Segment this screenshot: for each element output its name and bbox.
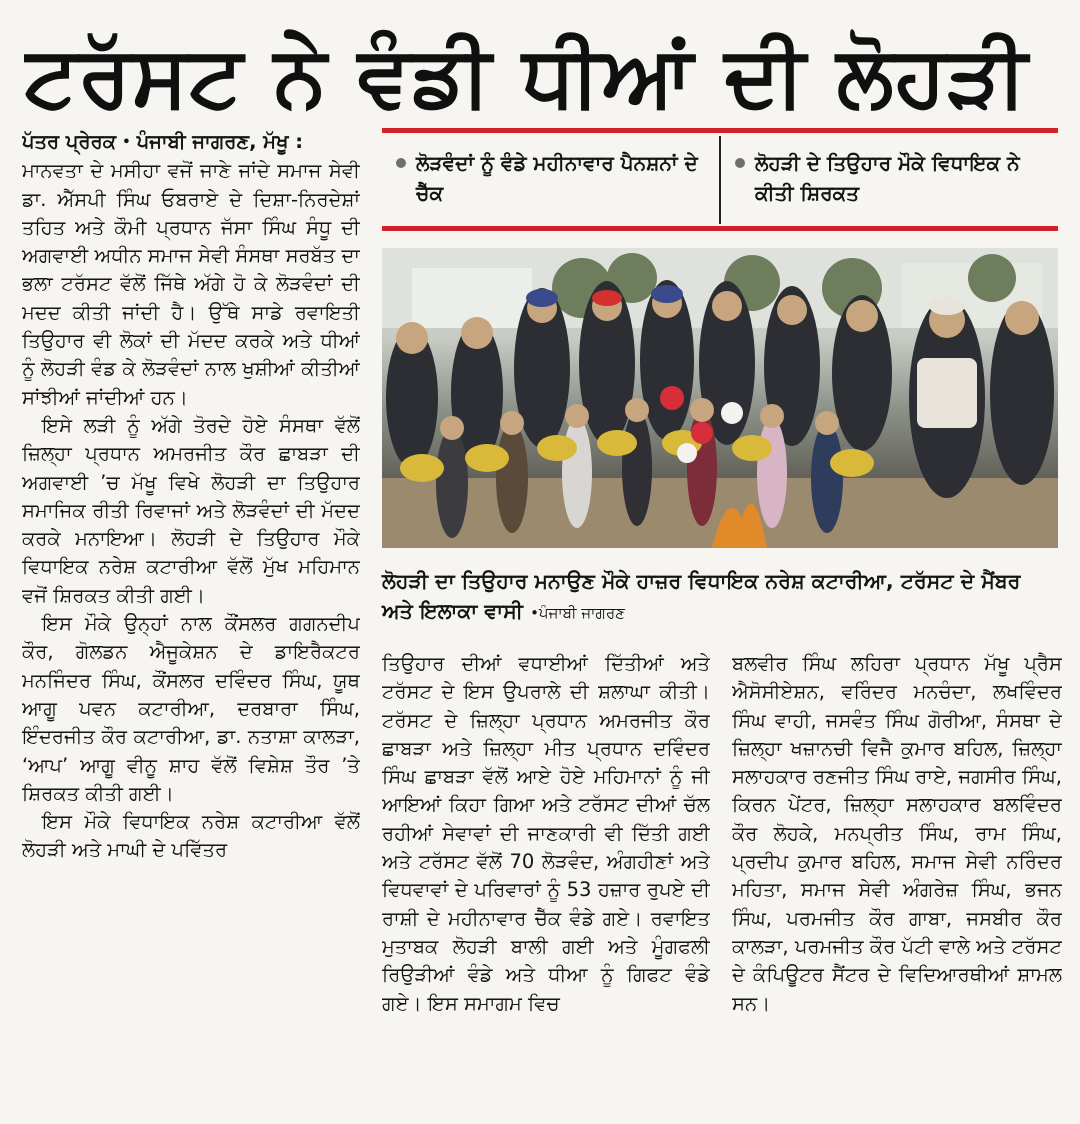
bullet-icon: [396, 158, 406, 168]
news-photo: [382, 248, 1058, 548]
caption-text: ਲੋਹੜੀ ਦਾ ਤਿਉਹਾਰ ਮਨਾਉਣ ਮੌਕੇ ਹਾਜ਼ਰ ਵਿਧਾਇਕ ਨਰੇਸ਼ ਕਟਾਰੀਆ, ਟਰੱਸਟ ਦੇ ਮੈਂਬਰ ਅਤੇ ਇਲਾਕਾ ਵਾਸੀ: [382, 569, 1021, 623]
highlight-text: ਲੋਹੜੀ ਦੇ ਤਿਉਹਾਰ ਮੌਕੇ ਵਿਧਾਇਕ ਨੇ ਕੀਤੀ ਸ਼ਿਰਕਤ: [755, 151, 1020, 205]
highlight-rule-bottom: [382, 226, 1058, 231]
byline-reporter: ਪੱਤਰ ਪ੍ਰੇਰਕ: [22, 130, 116, 153]
headline: ਟਰੱਸਟ ਨੇ ਵੰਡੀ ਧੀਆਂ ਦੀ ਲੋਹੜੀ: [24, 28, 1029, 124]
article-paragraph: ਇਸ ਮੌਕੇ ਉਨ੍ਹਾਂ ਨਾਲ ਕੌਂਸਲਰ ਗਗਨਦੀਪ ਕੌਰ, ਗੋਲਡਨ ਐਜੂਕੇਸ਼ਨ ਦੇ ਡਾਇਰੈਕਟਰ ਮਨਜਿੰਦਰ ਸਿੰਘ, ਕੌਂਸਲਰ ਦਵਿੰਦਰ ਸਿੰਘ, ਯੂਥ ਆਗੂ ਪਵਨ ਕਟਾਰੀਆ, ਦਰਬਾਰਾ ਸਿੰਘ, ਇੰਦਰਜੀਤ ਕੌਰ ਕਟਾਰੀਆ, ਡਾ. ਨਤਾਸ਼ਾ ਕਾਲੜਾ, ‘ਆਪ’ ਆਗੂ ਵੀਨੂ ਸ਼ਾਹ ਵੱਲੋਂ ਵਿਸ਼ੇਸ਼ ਤੌਰ ’ਤੇ ਸ਼ਿਰਕਤ ਕੀਤੀ ਗਈ।: [22, 612, 360, 805]
article-paragraph: ਬਲਵੀਰ ਸਿੰਘ ਲਹਿਰਾ ਪ੍ਰਧਾਨ ਮੱਖੂ ਪ੍ਰੈਸ ਐਸੋਸੀਏਸ਼ਨ, ਵਰਿੰਦਰ ਮਨਚੰਦਾ, ਲਖਵਿੰਦਰ ਸਿੰਘ ਵਾਹੀ, ਜਸਵੰਤ ਸਿੰਘ ਗੋਰੀਆ, ਸੰਸਥਾ ਦੇ ਜ਼ਿਲ੍ਹਾ ਖਜ਼ਾਨਚੀ ਵਿਜੈ ਕੁਮਾਰ ਬਹਿਲ, ਜ਼ਿਲ੍ਹਾ ਸਲਾਹਕਾਰ ਰਣਜੀਤ ਸਿੰਘ ਰਾਏ, ਜਗਸੀਰ ਸਿੰਘ, ਕਿਰਨ ਪੇਂਟਰ, ਜ਼ਿਲ੍ਹਾ ਸਲਾਹਕਾਰ ਬਲਵਿੰਦਰ ਕੌਰ ਲੋਹਕੇ, ਮਨਪ੍ਰੀਤ ਸਿੰਘ, ਰਾਮ ਸਿੰਘ, ਪ੍ਰਦੀਪ ਕੁਮਾਰ ਬਹਿਲ, ਸਮਾਜ ਸੇਵੀ ਨਰਿੰਦਰ ਮਹਿਤਾ, ਸਮਾਜ ਸੇਵੀ ਅੰਗਰੇਜ਼ ਸਿੰਘ, ਭਜਨ ਸਿੰਘ, ਪਰਮਜੀਤ ਕੌਰ ਗਾਬਾ, ਜਸਬੀਰ ਕੌਰ ਕਾਲੜਾ, ਪਰਮਜੀਤ ਕੌਰ ਪੱਟੀ ਵਾਲੇ ਅਤੇ ਟਰੱਸਟ ਦੇ ਕੰਪਿਊਟਰ ਸੈਂਟਰ ਦੇ ਵਿਦਿਆਰਥੀਆਂ ਸ਼ਾਮਲ ਸਨ।: [732, 652, 1062, 1015]
photo-credit: •ਪੰਜਾਬੀ ਜਾਗਰਣ: [530, 604, 625, 622]
byline-bullet: •: [122, 135, 131, 150]
highlight-item: [382, 136, 719, 224]
article-column-3: [732, 650, 1062, 1120]
crowd-photo-illustration: [382, 248, 1058, 548]
photo-caption: [382, 566, 1058, 636]
article-column-1: [22, 128, 360, 1118]
article-paragraph: ਤਿਉਹਾਰ ਦੀਆਂ ਵਧਾਈਆਂ ਦਿੱਤੀਆਂ ਅਤੇ ਟਰੱਸਟ ਦੇ ਇਸ ਉਪਰਾਲੇ ਦੀ ਸ਼ਲਾਘਾ ਕੀਤੀ। ਟਰੱਸਟ ਦੇ ਜ਼ਿਲ੍ਹਾ ਪ੍ਰਧਾਨ ਅਮਰਜੀਤ ਕੌਰ ਛਾਬੜਾ ਅਤੇ ਜ਼ਿਲ੍ਹਾ ਮੀਤ ਪ੍ਰਧਾਨ ਦਵਿੰਦਰ ਸਿੰਘ ਛਾਬੜਾ ਵੱਲੋਂ ਆਏ ਹੋਏ ਮਹਿਮਾਨਾਂ ਨੂੰ ਜੀ ਆਇਆਂ ਕਿਹਾ ਗਿਆ ਅਤੇ ਟਰੱਸਟ ਦੀਆਂ ਚੱਲ ਰਹੀਆਂ ਸੇਵਾਵਾਂ ਦੀ ਜਾਣਕਾਰੀ ਵੀ ਦਿੱਤੀ ਗਈ ਅਤੇ ਟਰੱਸਟ ਵੱਲੋਂ 70 ਲੋੜਵੰਦ, ਅੰਗਹੀਣਾਂ ਅਤੇ ਵਿਧਵਾਵਾਂ ਦੇ ਪਰਿਵਾਰਾਂ ਨੂੰ 53 ਹਜ਼ਾਰ ਰੁਪਏ ਦੀ ਰਾਸ਼ੀ ਦੇ ਮਹੀਨਾਵਾਰ ਚੈੱਕ ਵੰਡੇ ਗਏ। ਰਵਾਇਤ ਮੁਤਾਬਕ ਲੋਹੜੀ ਬਾਲੀ ਗਈ ਅਤੇ ਮੂੰਗਫਲੀ ਰਿਉੜੀਆਂ ਵੰਡੇ ਅਤੇ ਧੀਆ ਨੂੰ ਗਿਫਟ ਵੰਡੇ ਗਏ। ਇਸ ਸਮਾਗਮ ਵਿਚ: [382, 652, 710, 1015]
byline-source: ਪੰਜਾਬੀ ਜਾਗਰਣ, ਮੱਖੂ :: [136, 130, 304, 153]
highlight-text: ਲੋੜਵੰਦਾਂ ਨੂੰ ਵੰਡੇ ਮਹੀਨਾਵਾਰ ਪੈਨਸ਼ਨਾਂ ਦੇ ਚੈੱਕ: [416, 151, 698, 205]
article-paragraph: [22, 128, 360, 412]
bullet-icon: [735, 158, 745, 168]
highlight-item: [719, 136, 1058, 224]
article-paragraph: ਇਸੇ ਲੜੀ ਨੂੰ ਅੱਗੇ ਤੋਰਦੇ ਹੋਏ ਸੰਸਥਾ ਵੱਲੋਂ ਜ਼ਿਲ੍ਹਾ ਪ੍ਰਧਾਨ ਅਮਰਜੀਤ ਕੌਰ ਛਾਬੜਾ ਦੀ ਅਗਵਾਈ ’ਚ ਮੱਖੂ ਵਿਖੇ ਲੋਹੜੀ ਦਾ ਤਿਉਹਾਰ ਸਮਾਜਿਕ ਰੀਤੀ ਰਿਵਾਜਾਂ ਅਤੇ ਲੋੜਵੰਦਾਂ ਦੀ ਮੱਦਦ ਕਰਕੇ ਮਨਾਇਆ। ਲੋਹੜੀ ਦੇ ਤਿਉਹਾਰ ਮੌਕੇ ਵਿਧਾਇਕ ਨਰੇਸ਼ ਕਟਾਰੀਆ ਵੱਲੋਂ ਮੁੱਖ ਮਹਿਮਾਨ ਵਜੋਂ ਸ਼ਿਰਕਤ ਕੀਤੀ ਗਈ।: [22, 413, 360, 607]
highlight-rule-top: [382, 128, 1058, 133]
highlights-box: [382, 136, 1058, 224]
article-text: ਮਾਨਵਤਾ ਦੇ ਮਸੀਹਾ ਵਜੋਂ ਜਾਣੇ ਜਾਂਦੇ ਸਮਾਜ ਸੇਵੀ ਡਾ. ਐੱਸਪੀ ਸਿੰਘ ਓਬਰਾਏ ਦੇ ਦਿਸ਼ਾ-ਨਿਰਦੇਸ਼ਾਂ ਤਹਿਤ ਅਤੇ ਕੌਮੀ ਪ੍ਰਧਾਨ ਜੱਸਾ ਸਿੰਘ ਸੰਧੂ ਦੀ ਅਗਵਾਈ ਅਧੀਨ ਸਮਾਜ ਸੇਵੀ ਸੰਸਥਾ ਸਰਬੱਤ ਦਾ ਭਲਾ ਟਰੱਸਟ ਵੱਲੋਂ ਜਿੱਥੇ ਅੱਗੇ ਹੋ ਕੇ ਲੋੜਵੰਦਾਂ ਦੀ ਮਦਦ ਕੀਤੀ ਜਾਂਦੀ ਹੈ। ਉੱਥੇ ਸਾਡੇ ਰਵਾਇਤੀ ਤਿਉਹਾਰ ਵੀ ਲੋਕਾਂ ਦੀ ਮੱਦਦ ਕਰਕੇ ਅਤੇ ਧੀਆਂ ਨੂੰ ਲੋਹੜੀ ਵੰਡ ਕੇ ਲੋੜਵੰਦਾਂ ਨਾਲ ਖੁਸ਼ੀਆਂ ਕੀਤੀਆਂ ਸਾਂਝੀਆਂ ਜਾਂਦੀਆਂ ਹਨ।: [22, 159, 360, 409]
article-paragraph: ਇਸ ਮੌਕੇ ਵਿਧਾਇਕ ਨਰੇਸ਼ ਕਟਾਰੀਆ ਵੱਲੋਂ ਲੋਹੜੀ ਅਤੇ ਮਾਘੀ ਦੇ ਪਵਿੱਤਰ: [22, 810, 360, 862]
article-column-2: [382, 650, 710, 1120]
